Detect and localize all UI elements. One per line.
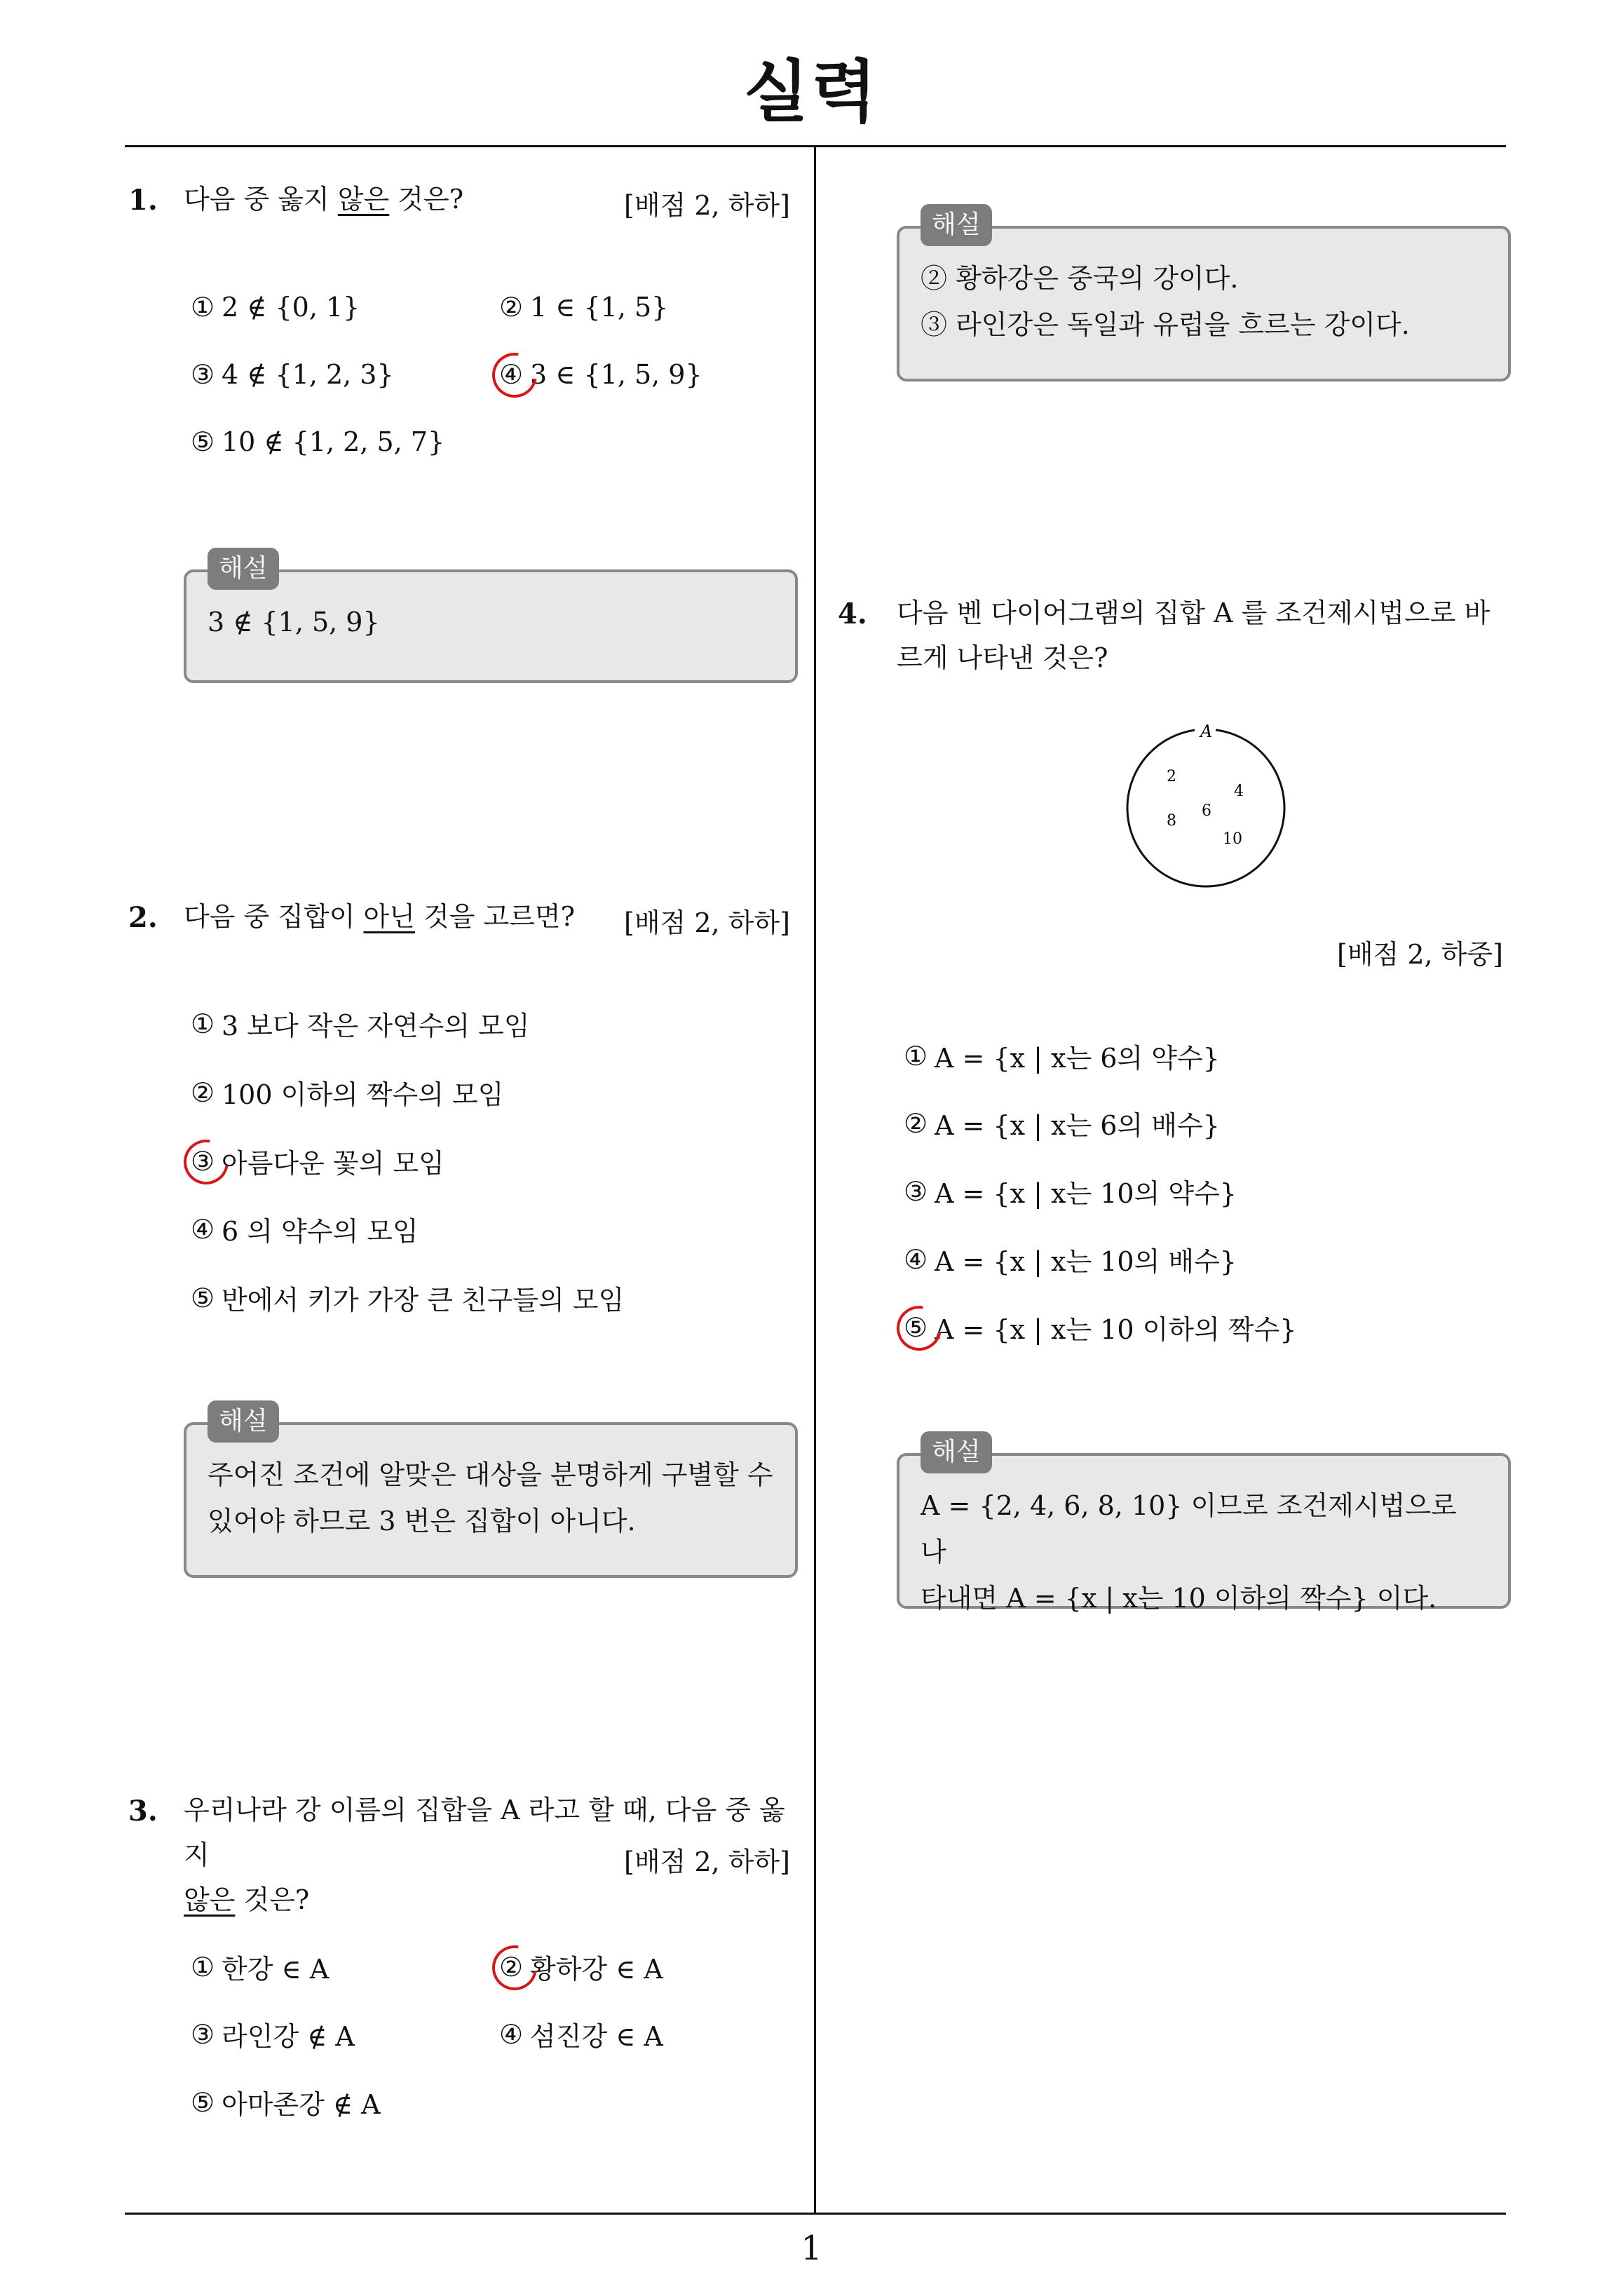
q4-solution-box xyxy=(897,1453,1511,1614)
q4-solution-line-1: A = {2, 4, 6, 8, 10} 이므로 조건제시법으로 나 xyxy=(921,1490,1457,1567)
q2-option-2[interactable]: ② 100 이하의 짝수의 모임 xyxy=(191,1076,504,1110)
q2-option-4[interactable]: ④ 6 의 약수의 모임 xyxy=(191,1213,419,1247)
q1-solution-text: 3 ∉ {1, 5, 9} xyxy=(208,607,380,637)
q4-option-2[interactable]: ② A = {x | x는 6의 배수} xyxy=(904,1107,1220,1141)
q2-option-5[interactable]: ⑤ 반에서 키가 가장 큰 친구들의 모임 xyxy=(191,1282,625,1316)
q1-option-3[interactable]: ③ 4 ∉ {1, 2, 3} xyxy=(191,359,394,390)
q4-number: 4. xyxy=(838,597,867,630)
q3-solution-tag: 해설 xyxy=(921,204,992,246)
q4-option-5-answer[interactable]: ⑤ A = {x | x는 10 이하의 짝수} xyxy=(904,1311,1297,1345)
q2-option-1[interactable]: ① 3 보다 작은 자연수의 모임 xyxy=(191,1008,530,1041)
q1-number: 1. xyxy=(128,184,158,217)
venn-diagram xyxy=(1122,708,1290,898)
q2-solution-box xyxy=(184,1422,798,1578)
page-number: 1 xyxy=(801,2229,822,2268)
venn-set-label: A xyxy=(1200,722,1213,741)
q3-solution-line-1: ② 황하강은 중국의 강이다. xyxy=(921,263,1239,294)
q3-option-3[interactable]: ③ 라인강 ∉ A xyxy=(191,2018,355,2052)
q4-solution-line-2: 타내면 A = {x | x는 10 이하의 짝수} 이다. xyxy=(921,1583,1437,1614)
q2-score: [배점 2, 하하] xyxy=(624,907,790,938)
q3-score: [배점 2, 하하] xyxy=(624,1846,790,1877)
q1-option-5[interactable]: ⑤ 10 ∉ {1, 2, 5, 7} xyxy=(191,426,445,457)
answer-circle-mark: ③ xyxy=(191,1146,222,1177)
q3-text: 우리나라 강 이름의 집합을 A 라고 할 때, 다음 중 옳지 않은 것은? xyxy=(184,1795,785,1915)
q3-option-2-answer[interactable]: ② 황하강 ∈ A xyxy=(499,1951,663,1985)
q2-option-3-answer[interactable]: ③ 아름다운 꽃의 모임 xyxy=(191,1145,444,1179)
venn-element-6: 6 xyxy=(1202,802,1211,820)
q3-option-1[interactable]: ① 한강 ∈ A xyxy=(191,1951,330,1985)
q4-solution-tag: 해설 xyxy=(921,1431,992,1473)
q4-text: 다음 벤 다이어그램의 집합 A 를 조건제시법으로 바 르게 나타낸 것은? xyxy=(897,597,1490,673)
q1-option-1[interactable]: ① 2 ∉ {0, 1} xyxy=(191,292,360,323)
column-divider xyxy=(814,147,816,2213)
q4-score: [배점 2, 하중] xyxy=(1337,939,1503,970)
q3-solution-line-2: ③ 라인강은 독일과 유럽을 흐르는 강이다. xyxy=(921,309,1410,340)
venn-element-10: 10 xyxy=(1223,830,1242,848)
answer-circle-mark: ⑤ xyxy=(904,1312,935,1343)
footer-rule xyxy=(125,2213,1506,2215)
venn-element-2: 2 xyxy=(1167,768,1176,785)
answer-circle-mark: ② xyxy=(499,1952,530,1983)
q1-text: 다음 중 옳지 않은 것은? xyxy=(184,184,464,215)
q2-solution-line-1: 주어진 조건에 알맞은 대상을 분명하게 구별할 수 xyxy=(208,1459,773,1490)
q1-option-2[interactable]: ② 1 ∈ {1, 5} xyxy=(499,292,669,323)
q4-option-1[interactable]: ① A = {x | x는 6의 약수} xyxy=(904,1040,1220,1074)
q1-option-4-answer[interactable]: ④ 3 ∈ {1, 5, 9} xyxy=(499,359,702,390)
q1-score: [배점 2, 하하] xyxy=(624,190,790,221)
q4-option-4[interactable]: ④ A = {x | x는 10의 배수} xyxy=(904,1243,1237,1277)
venn-element-4: 4 xyxy=(1234,783,1244,800)
q3-solution-box xyxy=(897,226,1511,381)
q3-number: 3. xyxy=(128,1795,158,1828)
q2-text: 다음 중 집합이 아닌 것을 고르면? xyxy=(184,901,575,932)
q2-solution-line-2: 있어야 하므로 3 번은 집합이 아니다. xyxy=(208,1506,636,1537)
answer-circle-mark: ④ xyxy=(499,359,530,390)
page-title: 실력 xyxy=(743,53,880,131)
q4-option-3[interactable]: ③ A = {x | x는 10의 약수} xyxy=(904,1175,1237,1209)
q2-solution-tag: 해설 xyxy=(208,1400,279,1443)
venn-element-8: 8 xyxy=(1167,812,1176,830)
q2-number: 2. xyxy=(128,901,158,934)
q3-option-4[interactable]: ④ 섬진강 ∈ A xyxy=(499,2018,663,2052)
q1-solution-tag: 해설 xyxy=(208,548,279,590)
q3-option-5[interactable]: ⑤ 아마존강 ∉ A xyxy=(191,2086,381,2120)
